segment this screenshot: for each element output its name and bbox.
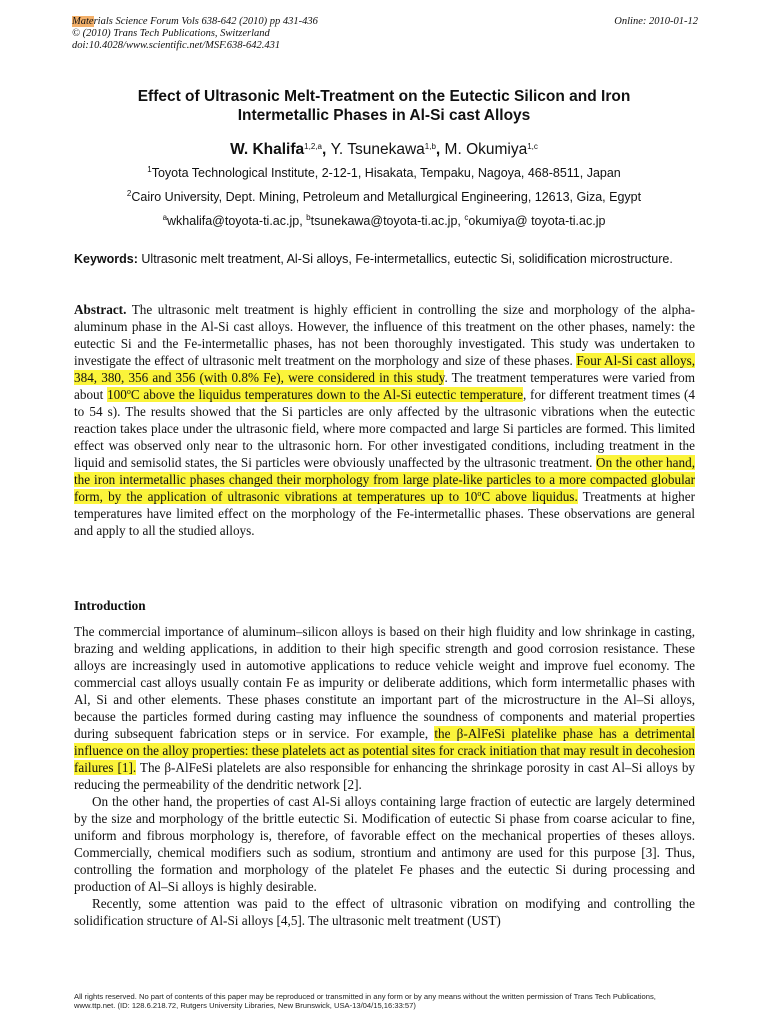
paragraph: On the other hand, the properties of cast Al-Si alloys containing large fraction of eutectic are largely determined by the size and morphology of the brittle eutectic Si. Modification of eutectic Si phase from coarse acicular to fine, uniform and fibrous morphology is, therefore, of favorable effect on the mechanical properties of theses alloys. Commercially, chemical modifiers such as sodium, strontium and antimony are used for this purpose [3]. Thus, controlling the formation and morphology of the platelet Fe phases and the eutectic Si during processing and production of Al–Si alloys is highly desirable. bbox=[74, 794, 695, 894]
copyright-line: © (2010) Trans Tech Publications, Switzerland bbox=[72, 28, 270, 39]
author-name: W. Khalifa bbox=[230, 141, 305, 158]
highlight: 100$^o$C above the liquidus temperatures down to the Al-Si eutectic temperature bbox=[107, 387, 523, 402]
journal-highlight: Mate bbox=[72, 16, 94, 27]
online-date: Online: 2010-01-12 bbox=[614, 16, 698, 27]
journal-citation: Materials Science Forum Vols 638-642 (2010) pp 431-436 bbox=[72, 16, 318, 27]
author-name: Y. Tsunekawa bbox=[330, 141, 425, 158]
abstract-label: Abstract. bbox=[74, 302, 127, 317]
doi-line: doi:10.4028/www.scientific.net/MSF.638-642.431 bbox=[72, 40, 281, 51]
highlight: On the other hand, the iron intermetallic phases changed their morphology from large plate-like particles to a more compacted globular form, by the application of ultrasonic vibrations at temperatures up to 10$^o$C above liquidus. bbox=[74, 455, 695, 504]
highlight: Four Al-Si cast alloys, 384, 380, 356 and 356 (with 0.8% Fe), were considered in this study bbox=[74, 353, 696, 385]
abstract-section: Abstract. The ultrasonic melt treatment is highly efficient in controlling the size and morphology of the alpha-aluminum phase in the Al-Si cast alloys. However, the influence of this treatment on the other phases, namely: the eutectic Si and the Fe-intermetallic phases, has not been thoroughly investigated. This study was undertaken to investigate the effect of ultrasonic melt treatment on the morphology and size of these phases. Four Al-Si cast alloys, 384, 380, 356 and 356 (with 0.8% Fe), were considered in this study. The treatment temperatures were varied from about 100$^o$C above the liquidus temperatures down to the Al-Si eutectic temperature, for different treatment times (4 to 54 s). The results showed that the Si particles are only affected by the ultrasonic vibrations when the eutectic reaction takes place under the ultrasonic field, where more compacted and large Si particles are formed. This limited effect was observed only near to the ultrasonic horn. For other investigated conditions, including treatment in the liquid and semisolid states, the Si particles were obviously unaffected by the ultrasonic treatment. On the other hand, the iron intermetallic phases changed their morphology from large plate-like particles to a more compacted globular form, by the application of ultrasonic vibrations at temperatures up to 10$^o$C above liquidus. Treatments at higher temperatures have limited effect on the morphology of the Fe-intermetallic phases. These observations are general and apply to all the studied alloys. bbox=[74, 302, 696, 538]
introduction-heading: Introduction bbox=[74, 598, 146, 613]
email-addresses: $^a$wkhalifa@toyota-ti.ac.jp, $^b$tsunekawa@toyota-ti.ac.jp, $^c$okumiya@ toyota-ti.ac.jp bbox=[162, 213, 606, 228]
author-name: M. Okumiya bbox=[444, 141, 528, 158]
paragraph: The commercial importance of aluminum–silicon alloys is based on their high fluidity and low shrinkage in casting, brazing and welding applications, in addition to their high specific strength and good corrosion resistance. These alloys are increasingly used in automotive applications to reduce vehicle weight and improve fuel economy. The commercial cast alloys usually contain Fe as impurity or deliberate additions, which form intermetallic phases with Al, Si and other elements. These phases constitute an important part of the microstructure in the Al–Si alloys, because the particles formed during casting may influence the soundness of components and material properties during subsequent fabrication steps or in service. For example, the β-AlFeSi platelike phase has a detrimental influence on the alloy properties: these platelets act as potential sites for crack initiation that may result in decohesion failures [1]. The β-AlFeSi platelets are also responsible for enhancing the shrinkage porosity in cast Al–Si alloys by reducing the permeability of the dendritic network [2]. bbox=[74, 624, 696, 792]
keywords-section bbox=[74, 251, 695, 267]
affiliation-2: $^2$Cairo University, Dept. Mining, Petroleum and Metallurgical Engineering, 12613, Giza, Egypt bbox=[126, 189, 642, 204]
keywords-text: Ultrasonic melt treatment, Al-Si alloys, Fe-intermetallics, eutectic Si, solidification microstructure. bbox=[141, 252, 673, 266]
author-list: W. Khalifa$^{1,2,a}$, Y. Tsunekawa$^{1,b}$, M. Okumiya$^{1,c}$ bbox=[230, 141, 538, 158]
copyright-footer: All rights reserved. No part of contents of this paper may be reproduced or transmitted in any form or by any means without the written permission of Trans Tech Publications, www.ttp.net. (ID: 128.6.218.72, Rutgers University Libraries, New Brunswick, USA-13/04/15,16:33:57) bbox=[74, 992, 656, 1010]
highlight: the β-AlFeSi platelike phase has a detrimental influence on the alloy properties: these platelets act as potential sites for crack initiation that may result in decohesion failures [1]. bbox=[74, 726, 695, 775]
email-link[interactable]: wkhalifa@toyota-ti.ac.jp, bbox=[167, 214, 303, 228]
affiliation-1: $^1$Toyota Technological Institute, 2-12-1, Hisakata, Tempaku, Nagoya, 468-8511, Japan bbox=[147, 165, 621, 180]
journal-header bbox=[72, 16, 318, 52]
email-link[interactable]: tsunekawa@toyota-ti.ac.jp, bbox=[310, 214, 461, 228]
introduction-section bbox=[74, 623, 695, 929]
paragraph: Recently, some attention was paid to the effect of ultrasonic vibration on modifying and controlling the solidification structure of Al-Si alloys [4,5]. The ultrasonic melt treatment (UST) bbox=[74, 896, 695, 928]
keywords-label: Keywords: bbox=[74, 252, 138, 266]
email-link[interactable]: okumiya@ toyota-ti.ac.jp bbox=[468, 214, 606, 228]
paper-title: Effect of Ultrasonic Melt-Treatment on the Eutectic Silicon and Iron Intermetallic Phases in Al-Si cast Alloys bbox=[137, 88, 631, 124]
